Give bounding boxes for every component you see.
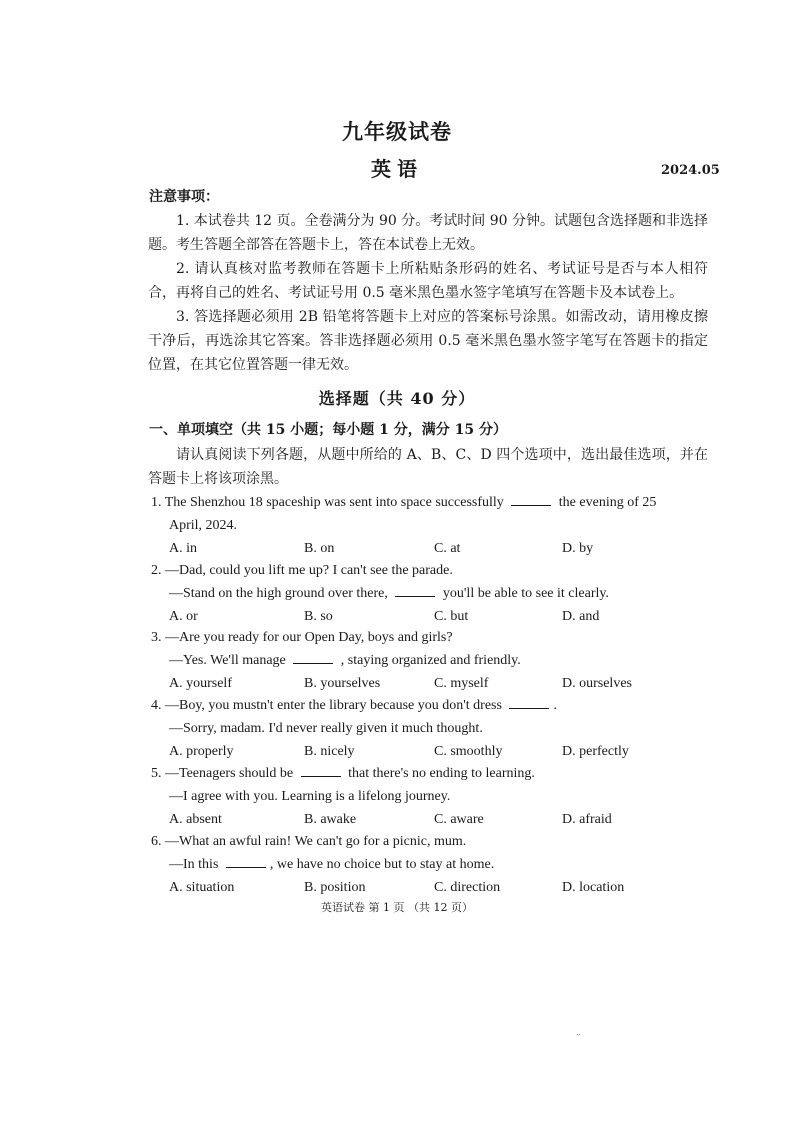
- option-d: D. ourselves: [562, 676, 632, 691]
- question-text: The Shenzhou 18 spaceship was sent into space successfully: [164, 495, 504, 510]
- question-text: .: [553, 698, 557, 713]
- question-text: —Dad, could you lift me up? I can't see the parade.: [165, 563, 453, 578]
- option-c: C. aware: [434, 812, 484, 827]
- question-stem: [151, 559, 706, 582]
- question-stem: [151, 491, 706, 514]
- question: [151, 559, 706, 627]
- option-a: A. properly: [169, 744, 234, 759]
- question: [151, 694, 706, 762]
- answer-blank: [395, 584, 435, 597]
- exam-date: 2024.05: [661, 163, 720, 178]
- question-continuation: April, 2024.: [169, 518, 238, 533]
- option-b: B. yourselves: [304, 676, 381, 691]
- notice-title: 注意事项：: [149, 189, 219, 205]
- question-continuation: —I agree with you. Learning is a lifelong journey.: [169, 789, 451, 804]
- option-c: C. at: [434, 541, 461, 556]
- question-stem: [151, 762, 706, 785]
- part-title: 一、单项填空（共 15 小题；每小题 1 分，满分 15 分）: [149, 422, 507, 438]
- question-text: —Boy, you mustn't enter the library because you don't dress: [165, 698, 502, 713]
- scan-marks: ..: [576, 1028, 582, 1037]
- option-d: D. and: [562, 609, 600, 624]
- question-number: 1.: [151, 495, 162, 510]
- question-continuation: —Sorry, madam. I'd never really given it much thought.: [169, 721, 483, 736]
- question-text: the evening of 25: [558, 495, 657, 510]
- exam-title: 九年级试卷: [342, 119, 452, 144]
- question-text: you'll be able to see it clearly.: [442, 586, 609, 601]
- question-text: —Stand on the high ground over there,: [169, 586, 388, 601]
- option-a: A. absent: [169, 812, 222, 827]
- option-d: D. perfectly: [562, 744, 629, 759]
- question: [151, 626, 706, 694]
- option-a: A. or: [169, 609, 198, 624]
- question-continuation: [151, 582, 706, 605]
- question-text: that there's no ending to learning.: [348, 766, 535, 781]
- option-a: A. in: [169, 541, 197, 556]
- question-number: 6.: [151, 834, 162, 849]
- part-instruction: 请认真阅读下列各题，从题中所给的 A、B、C、D 四个选项中，选出最佳选项，并在答题卡上将该项涂黑。: [148, 447, 708, 487]
- question-number: 2.: [151, 563, 162, 578]
- question-stem: [151, 830, 706, 853]
- question-text: —Yes. We'll manage: [169, 653, 286, 668]
- option-a: A. yourself: [169, 676, 232, 691]
- question-stem: [151, 694, 706, 717]
- answer-blank: [301, 764, 341, 777]
- question-continuation: [151, 649, 706, 672]
- options-row: [151, 808, 706, 830]
- option-b: B. position: [304, 880, 366, 895]
- options-row: [151, 605, 706, 627]
- question-number: 3.: [151, 630, 162, 645]
- notice-item: 1. 本试卷共 12 页。全卷满分为 90 分。考试时间 90 分钟。试题包含选择题和非选择题。考生答题全部答在答题卡上，答在本试卷上无效。: [148, 213, 708, 253]
- subject-title: 英语: [371, 157, 423, 181]
- option-b: B. so: [304, 609, 333, 624]
- notice-item: 3. 答选择题必须用 2B 铅笔将答题卡上对应的答案标号涂黑。如需改动，请用橡皮擦干净后，再选涂其它答案。答非选择题必须用 0.5 毫米黑色墨水签字笔写在答题卡的指定位置，在其它位置答题一律无效。: [148, 309, 708, 373]
- question-text: —What an awful rain! We can't go for a picnic, mum.: [165, 834, 467, 849]
- answer-blank: [511, 493, 551, 506]
- option-c: C. smoothly: [434, 744, 503, 759]
- answer-blank: [293, 651, 333, 664]
- question-continuation: [151, 853, 706, 876]
- option-c: C. myself: [434, 676, 489, 691]
- notice-item: 2. 请认真核对监考教师在答题卡上所粘贴条形码的姓名、考试证号是否与本人相符合，再将自己的姓名、考试证号用 0.5 毫米黑色墨水签字笔填写在答题卡及本试卷上。: [148, 261, 708, 301]
- question-text: —Are you ready for our Open Day, boys and girls?: [165, 630, 453, 645]
- options-row: [151, 537, 706, 559]
- question-text: —Teenagers should be: [165, 766, 294, 781]
- option-c: C. but: [434, 609, 469, 624]
- question-text: , staying organized and friendly.: [340, 653, 521, 668]
- question-stem: [151, 626, 706, 649]
- option-a: A. situation: [169, 880, 235, 895]
- options-row: [151, 740, 706, 762]
- option-d: D. location: [562, 880, 625, 895]
- page-footer: 英语试卷 第 1 页 （共 12 页）: [321, 901, 473, 914]
- answer-blank: [226, 855, 266, 868]
- question-number: 4.: [151, 698, 162, 713]
- question: [151, 491, 706, 559]
- option-b: B. on: [304, 541, 335, 556]
- question: [151, 762, 706, 830]
- question: [151, 830, 706, 898]
- option-d: D. by: [562, 541, 594, 556]
- options-row: [151, 876, 706, 898]
- option-b: B. awake: [304, 812, 357, 827]
- question-number: 5.: [151, 766, 162, 781]
- answer-blank: [509, 696, 549, 709]
- question-text: —In this: [169, 857, 219, 872]
- options-row: [151, 672, 706, 694]
- option-c: C. direction: [434, 880, 501, 895]
- option-b: B. nicely: [304, 744, 355, 759]
- question-text: , we have no choice but to stay at home.: [269, 857, 495, 872]
- option-d: D. afraid: [562, 812, 612, 827]
- section-title: 选择题（共 40 分）: [318, 389, 476, 408]
